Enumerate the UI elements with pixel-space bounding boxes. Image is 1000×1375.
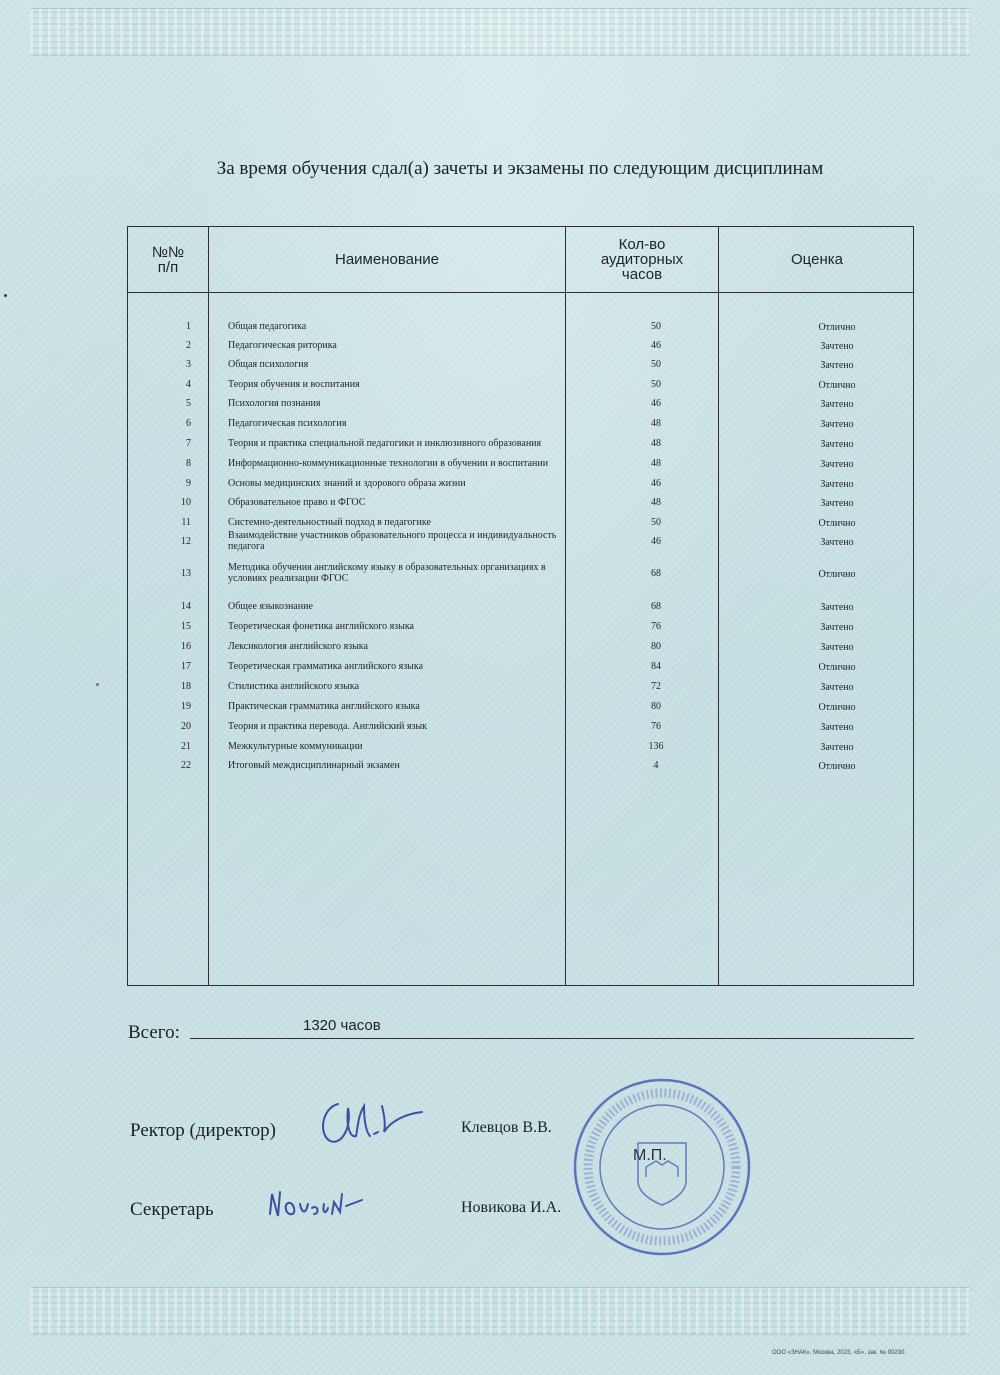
row-grade: Зачтено bbox=[820, 602, 854, 613]
row-grade: Зачтено bbox=[820, 537, 854, 548]
header-name: Наименование bbox=[335, 251, 439, 268]
row-number: 21 bbox=[181, 741, 191, 752]
row-grade: Зачтено bbox=[820, 642, 854, 653]
row-number: 4 bbox=[186, 379, 191, 390]
total-label: Всего: bbox=[128, 1022, 180, 1043]
row-discipline-name: Стилистика английского языка bbox=[228, 681, 360, 692]
row-hours: 50 bbox=[651, 321, 661, 332]
row-hours: 76 bbox=[651, 621, 661, 632]
row-discipline-name: Теоретическая грамматика английского языка bbox=[228, 661, 424, 672]
page-title: За время обучения сдал(а) зачеты и экзамены по следующим дисциплинам bbox=[216, 158, 824, 179]
row-grade: Зачтено bbox=[820, 479, 854, 490]
row-discipline-name: Теория и практика перевода. Английский язык bbox=[228, 721, 427, 732]
row-hours: 46 bbox=[651, 398, 661, 409]
row-grade: Зачтено bbox=[820, 722, 854, 733]
row-hours: 48 bbox=[651, 438, 661, 449]
paper-speck bbox=[4, 294, 7, 297]
row-grade: Отлично bbox=[818, 518, 856, 529]
row-discipline-name: Итоговый междисциплинарный экзамен bbox=[228, 760, 400, 771]
row-grade: Отлично bbox=[818, 322, 856, 333]
row-grade: Отлично bbox=[818, 702, 856, 713]
row-discipline-name: Взаимодействие участников образовательного процесса и индивидуальность педагога bbox=[228, 530, 557, 552]
row-discipline-name: Практическая грамматика английского языка bbox=[228, 701, 420, 712]
row-grade: Отлично bbox=[818, 761, 856, 772]
row-hours: 50 bbox=[651, 359, 661, 370]
row-hours: 4 bbox=[653, 760, 659, 771]
row-discipline-name: Лексикология английского языка bbox=[228, 641, 368, 652]
row-grade: Зачтено bbox=[820, 439, 854, 450]
secretary-name: Новикова И.А. bbox=[461, 1199, 562, 1216]
paper-speck bbox=[96, 683, 99, 686]
row-number: 11 bbox=[181, 517, 191, 528]
official-stamp bbox=[572, 1077, 752, 1257]
header-grade: Оценка bbox=[791, 251, 843, 268]
row-hours: 48 bbox=[651, 418, 661, 429]
guilloche-border-top bbox=[30, 8, 970, 56]
row-grade: Зачтено bbox=[820, 341, 854, 352]
printer-footnote: ООО «ЗНАК», Москва, 2023, «Б», зак. № 00230. bbox=[772, 1350, 907, 1356]
grades-table bbox=[127, 226, 914, 986]
guilloche-border-bottom bbox=[30, 1287, 970, 1335]
row-number: 15 bbox=[181, 621, 191, 632]
row-grade: Зачтено bbox=[820, 498, 854, 509]
row-hours: 68 bbox=[651, 601, 661, 612]
row-number: 3 bbox=[186, 359, 191, 370]
total-underline bbox=[190, 1038, 914, 1039]
row-grade: Зачтено bbox=[820, 622, 854, 633]
row-hours: 46 bbox=[651, 340, 661, 351]
row-number: 16 bbox=[181, 641, 191, 652]
row-number: 1 bbox=[186, 321, 191, 332]
row-number: 8 bbox=[186, 458, 191, 469]
row-number: 13 bbox=[181, 568, 191, 579]
row-hours: 136 bbox=[648, 741, 664, 752]
row-discipline-name: Общая психология bbox=[228, 359, 309, 370]
row-hours: 80 bbox=[651, 641, 661, 652]
row-hours: 46 bbox=[651, 478, 661, 489]
row-number: 9 bbox=[186, 478, 191, 489]
row-hours: 48 bbox=[651, 497, 661, 508]
row-hours: 76 bbox=[651, 721, 661, 732]
row-grade: Зачтено bbox=[820, 419, 854, 430]
row-grade: Зачтено bbox=[820, 399, 854, 410]
secretary-label: Секретарь bbox=[130, 1199, 214, 1220]
row-number: 20 bbox=[181, 721, 191, 732]
secretary-signature bbox=[262, 1180, 372, 1228]
row-discipline-name: Информационно-коммуникационные технологии в обучении и воспитании bbox=[228, 458, 549, 469]
row-hours: 50 bbox=[651, 379, 661, 390]
row-number: 14 bbox=[181, 601, 191, 612]
row-number: 22 bbox=[181, 760, 191, 771]
row-grade: Зачтено bbox=[820, 682, 854, 693]
row-discipline-name: Межкультурные коммуникации bbox=[228, 741, 363, 752]
row-number: 10 bbox=[181, 497, 191, 508]
row-discipline-name: Системно-деятельностный подход в педагогике bbox=[228, 517, 431, 528]
row-hours: 80 bbox=[651, 701, 661, 712]
row-grade: Отлично bbox=[818, 569, 856, 580]
row-number: 18 bbox=[181, 681, 191, 692]
stamp-mp-label: М.П. bbox=[633, 1147, 667, 1164]
row-discipline-name: Основы медицинских знаний и здорового образа жизни bbox=[228, 478, 466, 489]
row-hours: 50 bbox=[651, 517, 661, 528]
row-number: 12 bbox=[181, 536, 191, 547]
rector-signature bbox=[312, 1086, 432, 1150]
row-number: 5 bbox=[186, 398, 191, 409]
row-discipline-name: Методика обучения английскому языку в образовательных организациях в условиях реализации ФГОС bbox=[228, 562, 546, 584]
header-number: №№ п/п bbox=[151, 243, 185, 276]
row-number: 7 bbox=[186, 438, 191, 449]
row-hours: 68 bbox=[651, 568, 661, 579]
row-discipline-name: Психология познания bbox=[228, 398, 321, 409]
row-grade: Отлично bbox=[818, 662, 856, 673]
total-value: 1320 часов bbox=[303, 1017, 381, 1034]
row-number: 19 bbox=[181, 701, 191, 712]
row-number: 17 bbox=[181, 661, 191, 672]
row-number: 2 bbox=[186, 340, 191, 351]
row-hours: 48 bbox=[651, 458, 661, 469]
row-discipline-name: Педагогическая психология bbox=[228, 418, 347, 429]
row-grade: Зачтено bbox=[820, 742, 854, 753]
row-discipline-name: Теоретическая фонетика английского языка bbox=[228, 621, 414, 632]
row-grade: Зачтено bbox=[820, 459, 854, 470]
row-discipline-name: Общее языкознание bbox=[228, 601, 313, 612]
row-grade: Зачтено bbox=[820, 360, 854, 371]
row-grade: Отлично bbox=[818, 380, 856, 391]
row-hours: 84 bbox=[651, 661, 661, 672]
row-discipline-name: Педагогическая риторика bbox=[228, 340, 337, 351]
row-discipline-name: Теория обучения и воспитания bbox=[228, 379, 360, 390]
rector-name: Клевцов В.В. bbox=[461, 1119, 552, 1136]
row-discipline-name: Теория и практика специальной педагогики и инклюзивного образования bbox=[228, 438, 542, 449]
row-hours: 46 bbox=[651, 536, 661, 547]
header-hours: Кол-во аудиторных часов bbox=[600, 236, 684, 283]
row-number: 6 bbox=[186, 418, 191, 429]
row-discipline-name: Общая педагогика bbox=[228, 321, 307, 332]
row-hours: 72 bbox=[651, 681, 661, 692]
row-discipline-name: Образовательное право и ФГОС bbox=[228, 497, 366, 508]
rector-label: Ректор (директор) bbox=[130, 1120, 276, 1141]
